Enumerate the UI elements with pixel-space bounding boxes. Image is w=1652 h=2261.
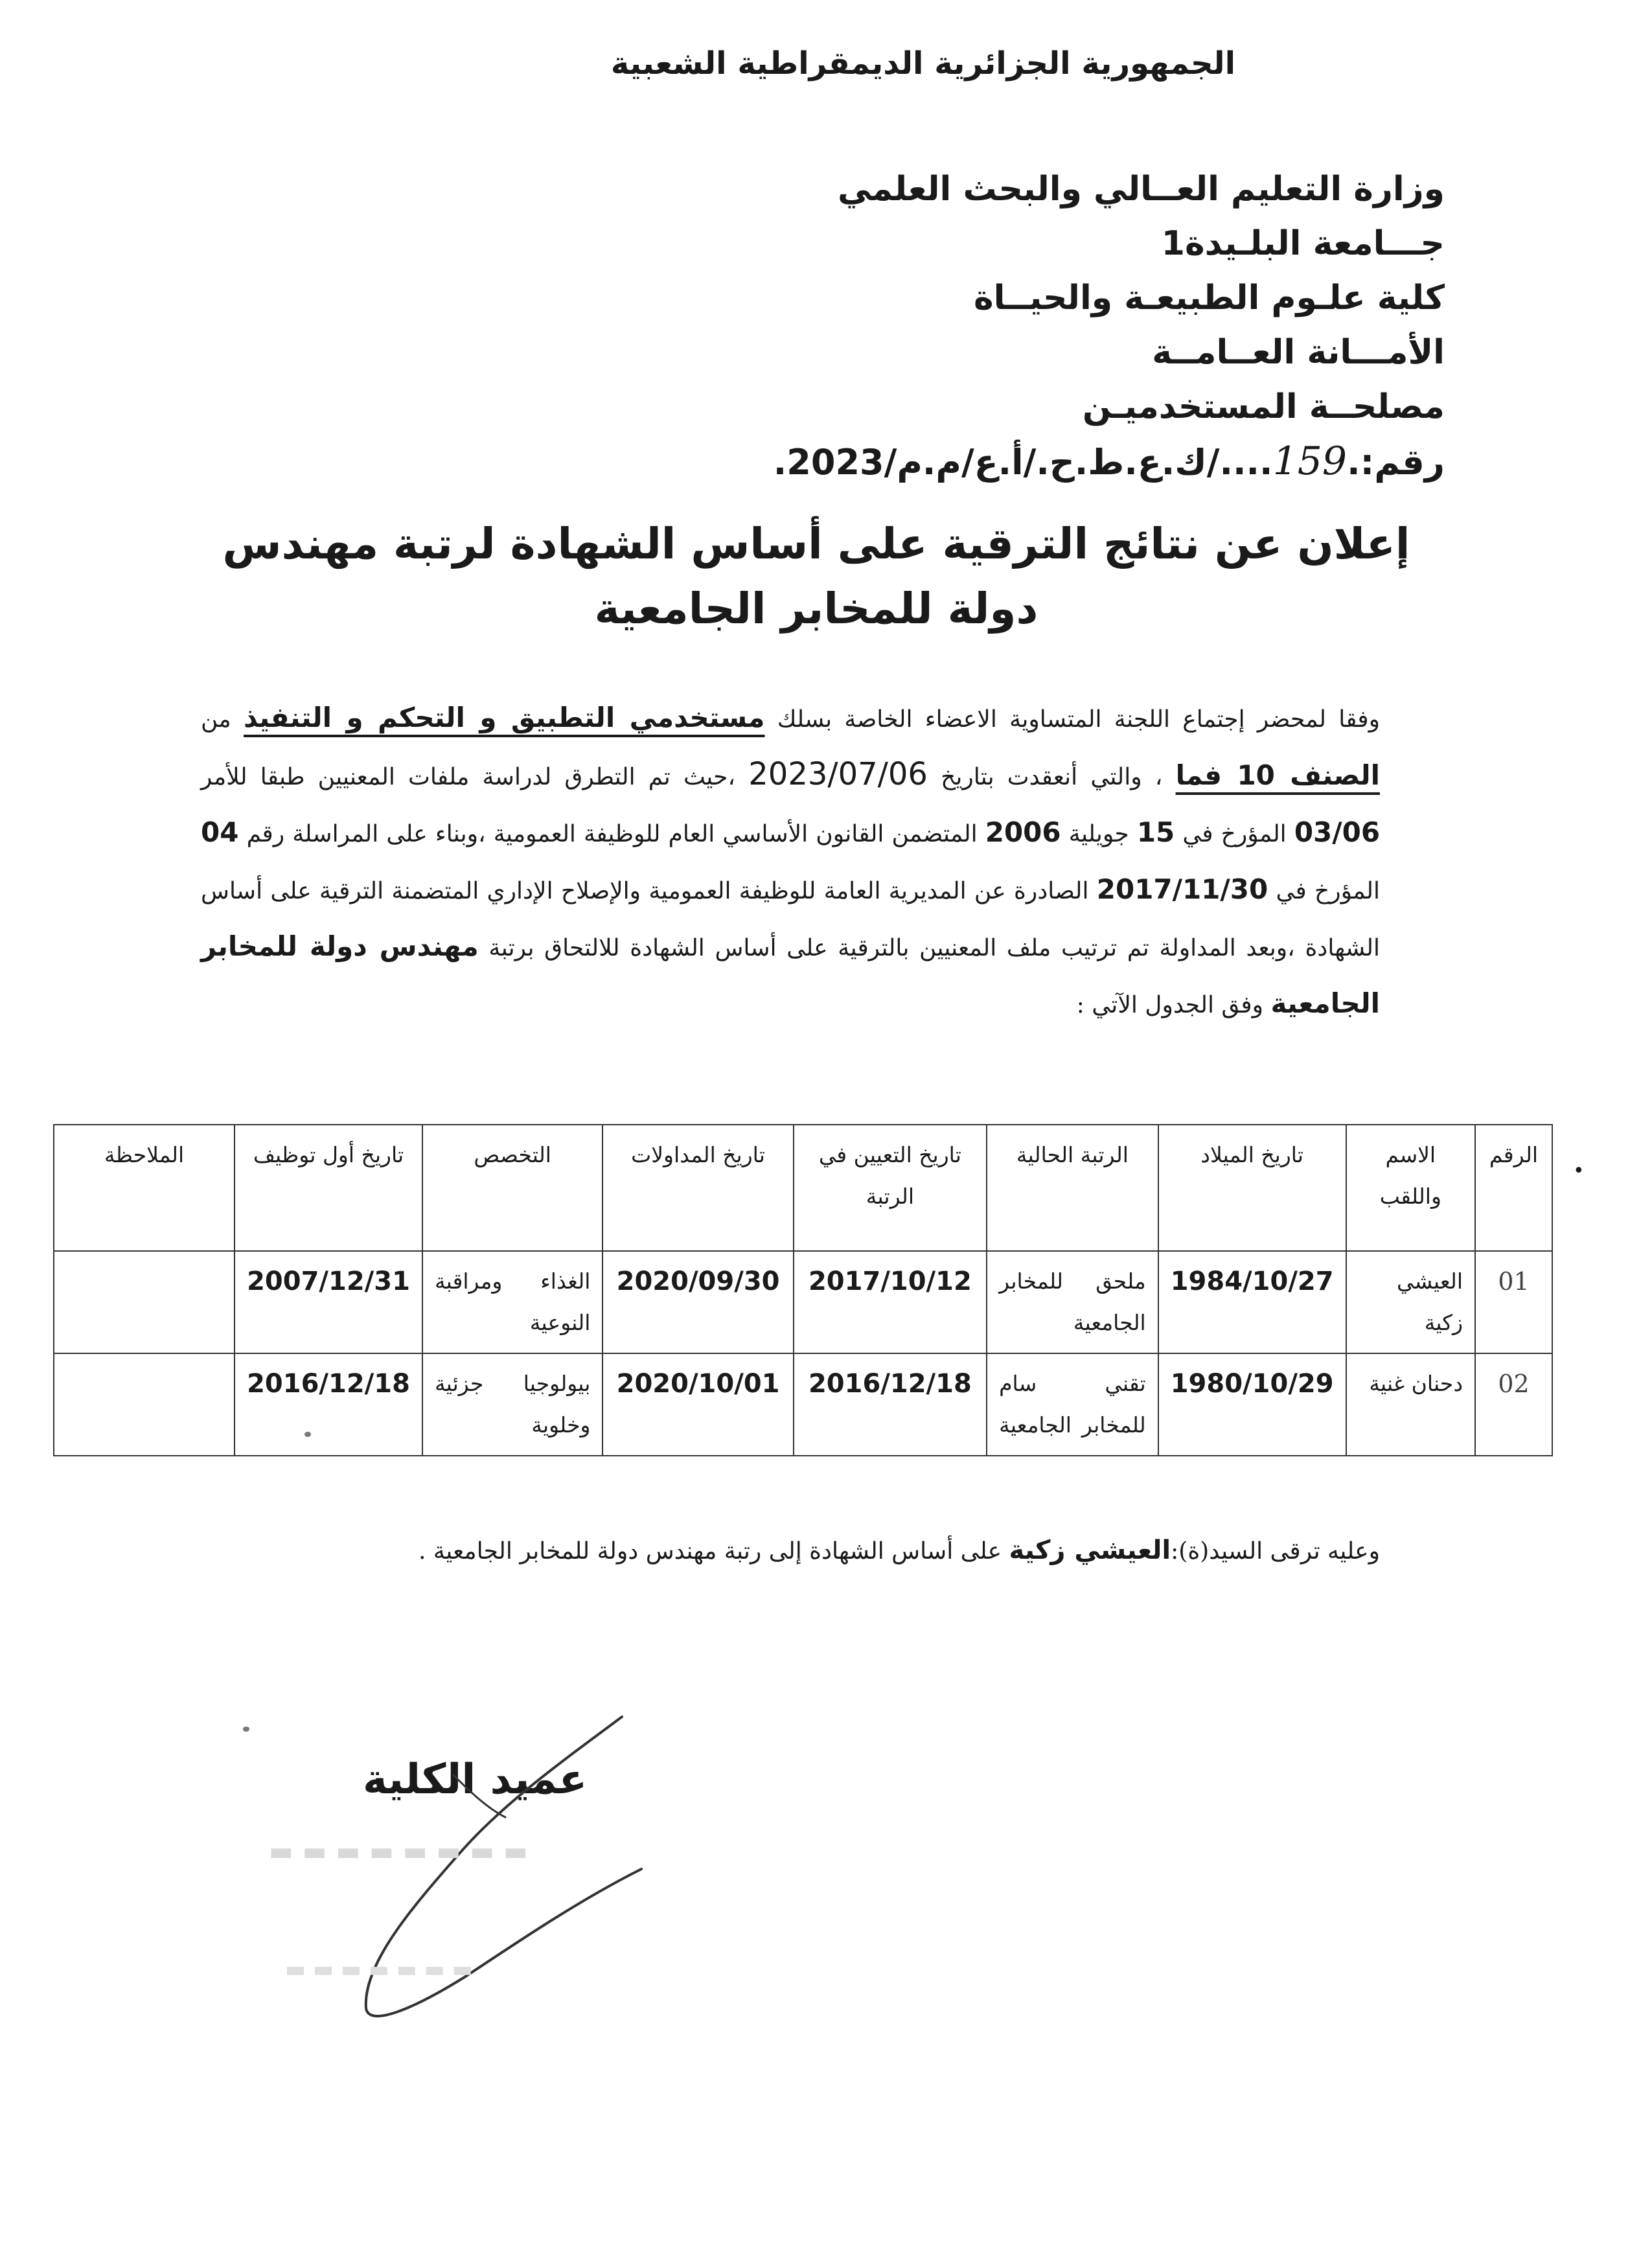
margin-mark: •	[1573, 1160, 1585, 1182]
results-table	[53, 1124, 1553, 1456]
appointment-date: 2016/12/18	[794, 1353, 987, 1456]
scan-speck	[304, 1432, 311, 1437]
employee-name: دحنان غنية	[1346, 1353, 1475, 1456]
specialty: الغذاء ومراقبة النوعية	[422, 1251, 602, 1353]
body-text: المؤرخ في	[1276, 878, 1380, 904]
table-row	[54, 1251, 1552, 1353]
body-text: جويلية	[1068, 821, 1129, 847]
promoted-name: العيشي زكية	[1009, 1535, 1171, 1565]
letter-number: 04	[201, 816, 239, 848]
header-cell: الملاحظة	[54, 1125, 235, 1251]
table-header-row	[54, 1125, 1552, 1251]
secretariat-line: الأمـــانة العــامــة	[1152, 333, 1445, 372]
body-text: المؤرخ في	[1182, 821, 1287, 847]
first-hire-date: 2007/12/31	[235, 1251, 422, 1353]
reference-handwritten-number: 159	[1272, 439, 1348, 484]
faded-stamp-line: ▬ ▬ ▬ ▬ ▬ ▬ ▬	[285, 1957, 473, 1982]
target-grade: مهندس دولة للمخابر الجامعية	[201, 930, 1380, 1019]
republic-heading: الجمهورية الجزائرية الديمقراطية الشعبية	[610, 45, 1236, 82]
dean-title: عميد الكلية	[363, 1756, 588, 1804]
class-name: الصنف 10 فما	[1175, 759, 1380, 791]
deliberation-date: 2020/09/30	[602, 1251, 793, 1353]
faculty-line: كلية علـوم الطبيعـة والحيــاة	[973, 279, 1445, 317]
body-text: ، والتي أنعقدت بتاريخ	[941, 764, 1163, 790]
ordinance-year: 2006	[985, 816, 1061, 848]
reference-number	[538, 434, 1445, 490]
body-text: الصادرة عن المديرية العامة للوظيفة العمومية والإصلاح الإداري المتضمنة الترقية على أساس الشهادة ،وبعد المداولة تم ترتيب ملف المعنيين بالترقية على أساس الشهادة للالتحاق برتبة	[201, 878, 1380, 961]
specialty: بيولوجيا جزئية وخلوية	[422, 1353, 602, 1456]
header-cell: التخصص	[422, 1125, 602, 1251]
body-text: وفقا لمحضر إجتماع اللجنة المتساوية الاعضاء الخاصة بسلك	[777, 706, 1381, 733]
body-text: وفق الجدول الآتي :	[1076, 992, 1263, 1018]
birth-date: 1984/10/27	[1158, 1251, 1346, 1353]
body-paragraph	[201, 690, 1380, 1033]
scan-speck	[243, 1727, 249, 1732]
body-text: من	[201, 706, 231, 733]
reference-prefix: رقم:.	[1347, 442, 1445, 483]
header-cell: تاريخ أول توظيف	[235, 1125, 422, 1251]
meeting-date: 2023/07/06	[748, 756, 928, 792]
conclusion-paragraph	[214, 1535, 1380, 1565]
appointment-date: 2017/10/12	[794, 1251, 987, 1353]
conclusion-text: على أساس الشهادة إلى رتبة مهندس دولة للمخابر الجامعية .	[419, 1538, 1002, 1565]
row-number: 02	[1475, 1353, 1552, 1456]
header-cell: تاريخ التعيين في الرتبة	[794, 1125, 987, 1251]
university-line: جـــامعة البلـيدة1	[1161, 224, 1445, 263]
service-line: مصلحــة المستخدميـن	[1082, 387, 1445, 426]
note	[54, 1251, 235, 1353]
letterhead	[538, 162, 1445, 490]
ordinance-day: 15	[1136, 816, 1175, 848]
header-cell: الاسم واللقب	[1346, 1125, 1475, 1251]
birth-date: 1980/10/29	[1158, 1353, 1346, 1456]
letter-date: 2017/11/30	[1096, 873, 1268, 905]
current-grade: تقني سام للمخابر الجامعية	[987, 1353, 1158, 1456]
body-text: المتضمن القانون الأساسي العام للوظيفة العمومية ،وبناء على المراسلة رقم	[246, 821, 978, 847]
corps-name: مستخدمي التطبيق و التحكم و التنفيذ	[243, 702, 765, 733]
header-cell: الرتبة الحالية	[987, 1125, 1158, 1251]
ministry-line: وزارة التعليم العــالي والبحث العلمي	[837, 170, 1445, 209]
faded-stamp: ▬ ▬ ▬ ▬ ▬ ▬ ▬ ▬	[269, 1837, 528, 1866]
header-cell: تاريخ الميلاد	[1158, 1125, 1346, 1251]
body-text: ،حيث تم التطرق لدراسة ملفات المعنيين طبقا للأمر	[201, 764, 736, 790]
ordinance-number: 03/06	[1294, 816, 1381, 848]
employee-name: العيشي زكية	[1346, 1251, 1475, 1353]
header-cell: الرقم	[1475, 1125, 1552, 1251]
deliberation-date: 2020/10/01	[602, 1353, 793, 1456]
header-cell: تاريخ المداولات	[602, 1125, 793, 1251]
note	[54, 1353, 235, 1456]
conclusion-text: وعليه ترقى السيد(ة):	[1171, 1538, 1380, 1565]
row-number: 01	[1475, 1251, 1552, 1353]
first-hire-date: 2016/12/18	[235, 1353, 422, 1456]
current-grade: ملحق للمخابر الجامعية	[987, 1251, 1158, 1353]
page-title: إعلان عن نتائج الترقية على أساس الشهادة لرتبة مهندس دولة للمخابر الجامعية	[222, 519, 1410, 634]
reference-suffix: ..../ك.ع.ط.ح./أ.ع/م.م/2023.	[773, 442, 1273, 483]
table-row	[54, 1353, 1552, 1456]
